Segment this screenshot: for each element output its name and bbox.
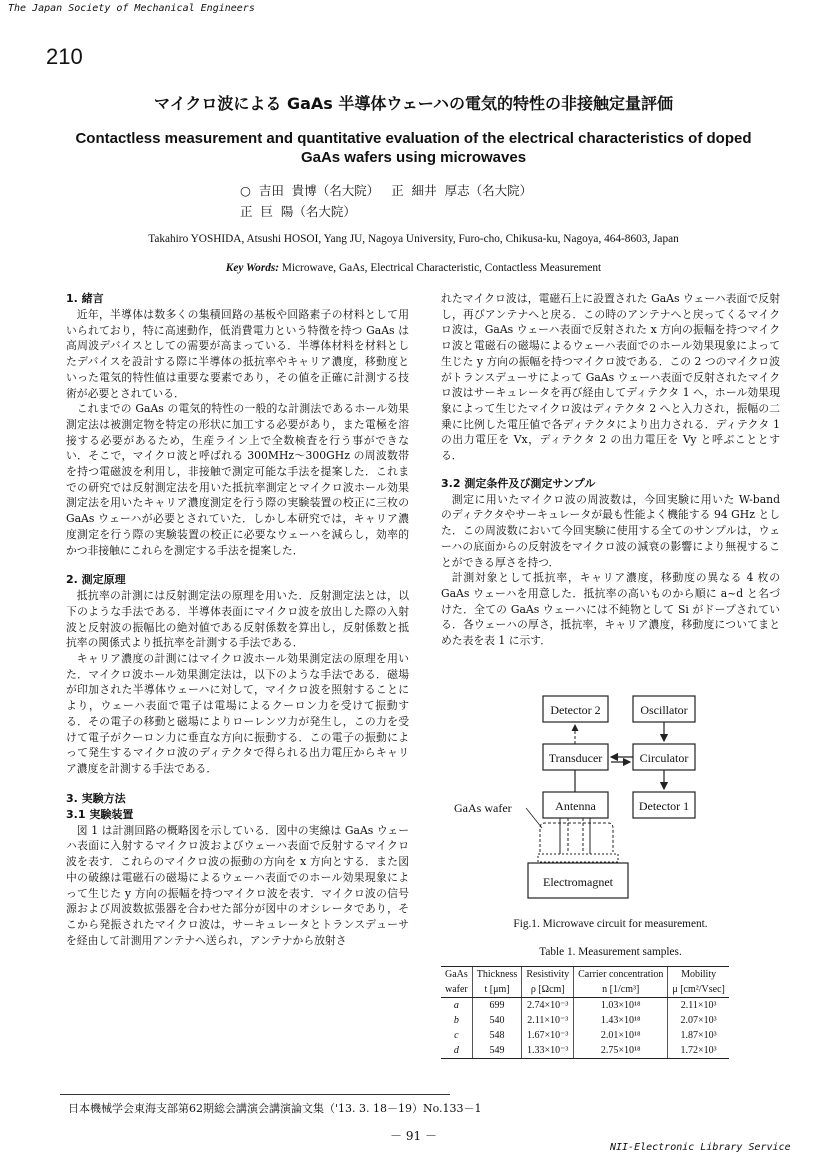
detector1-label: Detector 1 (638, 799, 690, 813)
affiliation: Takahiro YOSHIDA, Atsushi HOSOI, Yang JU, Nagoya University, Furo-cho, Chikusa-ku, Nagoya, 464-8603, Japan (148, 233, 679, 245)
section1-heading: 1. 緒言 (66, 292, 104, 305)
table-header-cell: Mobility (668, 967, 729, 983)
measurement-samples-table (441, 966, 729, 1059)
left-column (66, 291, 409, 948)
proceedings-footer: 日本機械学会東海支部第62期総会講演会講演論文集（'13. 3. 18－19）No.133－1 (68, 1102, 482, 1115)
table-row (441, 1013, 729, 1028)
title-english-line2: GaAs wafers using microwaves (300, 149, 527, 166)
table-cell: 549 (472, 1043, 522, 1059)
table-cell: 1.67×10⁻³ (522, 1028, 574, 1043)
gaas-wafer-shape (538, 854, 618, 862)
section3-2-paragraph1: 測定に用いたマイクロ波の周波数は，今回実験に用いた W-band のディテクタやサーキュレータが最も性能よく機能する 94 GHz とした．この周波数において今回実験に使用する全てのサンプルは，ウェーハの底面からの反射波をマイクロ波の減衰の影響により無視することができる厚さを持つ． (441, 492, 780, 569)
gaas-wafer-label: GaAs wafer (454, 801, 512, 815)
table-cell: 2.01×10¹⁸ (574, 1028, 668, 1043)
section1-paragraph2: これまでの GaAs の電気的特性の一般的な計測法であるホール効果測定法は被測定物を特定の形状に加工する必要があり，また電極を溶接する必要があるため，生産ライン上で全数検査を行う事ができない．そこで，マイクロ波と呼ばれる 300MHz～300GHz の周波数帯を持つ電磁波を利用し，非接触で測定可能な手法を提案した．これまでの研究では反射測定法を用いた抵抗率測定とマイクロ波ホール効果測定法を用いたキャリア濃度測定を行う際の実験装置の校正に三枚の GaAs ウェーハが必要とされていた．しかし本研究では，キャリア濃度測定を行う際の実験装置の校正に必要なウェーハを減らし，効率的かつ非接触にこれらを測定する手法を提案した． (66, 402, 409, 557)
table-cell: 548 (472, 1028, 522, 1043)
table-cell: 2.74×10⁻³ (522, 998, 574, 1014)
table-cell: a (453, 1000, 459, 1011)
table-header-cell: wafer (441, 982, 472, 998)
author-list (240, 180, 532, 222)
table-cell: 699 (472, 998, 522, 1014)
section3-heading: 3. 実験方法 (66, 791, 126, 805)
table-cell: 1.87×10³ (668, 1028, 729, 1043)
section2-heading: 2. 測定原理 (66, 573, 126, 587)
microwave-circuit-diagram (440, 688, 770, 903)
transducer-label: Transducer (548, 751, 603, 765)
footer-divider (60, 1094, 450, 1095)
table-cell: 1.43×10¹⁸ (574, 1013, 668, 1028)
section2-paragraph1: 抵抗率の計測には反射測定法の原理を用いた．反射測定法とは，以下のような手法である．半導体表面にマイクロ波を放出した際の入射波と反射波の振幅比の絶対値である反射係数を算出し，反射係数と抵抗率の関係式より抵抗率を計測する手法である． (66, 589, 409, 650)
figure1-caption: Fig.1. Microwave circuit for measurement. (513, 918, 708, 930)
paper-number: 210 (46, 44, 83, 69)
keywords-label: Key Words: (225, 262, 280, 274)
table-cell: d (441, 1043, 472, 1059)
title-english (60, 129, 767, 167)
table-row (441, 1028, 729, 1043)
author-line1: ○ 吉田 貴博（名大院） 正 細井 厚志（名大院） (240, 183, 533, 198)
table-header-cell: t [μm] (472, 982, 522, 998)
table-header-cell: n [1/cm³] (574, 982, 668, 998)
table-header-cell: GaAs (441, 967, 472, 983)
page-number: － 91 － (390, 1129, 437, 1143)
table-header-cell: Thickness (472, 967, 522, 983)
keywords (0, 262, 827, 274)
table-cell: 1.33×10⁻³ (522, 1043, 574, 1059)
detector2-label: Detector 2 (550, 703, 601, 717)
table1-container (441, 966, 729, 1059)
table-cell: 1.03×10¹⁸ (574, 998, 668, 1014)
society-header: The Japan Society of Mechanical Engineers (8, 3, 255, 14)
section3-1-paragraph1-continued: れたマイクロ波は，電磁石上に設置された GaAs ウェーハ表面で反射し，再びアンテナへと戻る．この時のアンテナへと戻ってくるマイクロ波は，GaAs ウェーハ表面で反射された x 方向の振幅を持つマイクロ波と電磁石の磁場によるウェーハ表面でのホール効果現象によって生じた y 方向の振幅を持つマイクロ波である．この 2 つのマイクロ波がトランスデューサによって GaAs ウェーハ表面で反射されたマイクロ波はサーキュレータを再び経由してディテクタ 1 へ，ホール効果現象によって生じたマイクロ波はディテクタ 2 へと入力され，振幅の二乗に比例した電圧値で各ディテクタにより出力される．ディテクタ 1 の出力電圧を Vx，ディテクタ 2 の出力電圧を Vy と呼ぶこととする． (441, 292, 780, 463)
section3-1-paragraph1: 図 1 は計測回路の概略図を示している．図中の実線は GaAs ウェーハ表面に入射するマイクロ波およびウェーハ表面で反射するマイクロ波を表す．これらのマイクロ波の振動の方向を x 方向とする．また図中の破線は電磁石の磁場によるウェーハ表面でのホール効果現象によって生じた y 方向の振幅を持つマイクロ波を表す．マイクロ波の信号源および周波数拡張器を合わせた部分が図中のオシレータであり，そこから発振されたマイクロ波は，サーキュレータとトランスデューサを経由して計測用アンテナへ送られ，アンテナから放射さ (66, 823, 409, 947)
table-header-cell: Carrier concentration (574, 967, 668, 983)
title-english-line1: Contactless measurement and quantitative evaluation of the electrical characteristics of doped (75, 130, 752, 147)
section3-2-paragraph2: 計測対象として抵抗率，キャリア濃度，移動度の異なる 4 枚の GaAs ウェーハを用意した．抵抗率の高いものから順に a~d と名づけた．全ての GaAs ウェーハには不純物として Si がドープされている．各ウェーハの厚さ，抵抗率，キャリア濃度，移動度についてまとめた表を表 1 に示す． (441, 571, 780, 648)
section2-paragraph2: キャリア濃度の計測にはマイクロ波ホール効果測定法の原理を用いた．マイクロ波ホール効果測定法は，以下のような手法である．磁場が印加された半導体ウェーハに対して，マイクロ波を照射することにより，ウェーハ表面で電子は電場によるクーロン力を受けて振動する．その電子の移動と磁場によりローレンツ力が発生し，この力を受けて電子がクーロン力に垂直な方向に振動する．この電子の振動によって発生するマイクロ波のディテクタで得られる出力電圧からキャリア濃度を計測する手法である． (66, 652, 409, 775)
table-cell: 2.11×10⁻³ (522, 1013, 574, 1028)
table-header-row (441, 967, 729, 983)
antenna-label: Antenna (555, 799, 596, 813)
oscillator-label: Oscillator (640, 703, 688, 717)
table-cell: c (454, 1030, 459, 1041)
table-header-cell: μ [cm²/Vsec] (668, 982, 729, 998)
table1-caption: Table 1. Measurement samples. (539, 946, 682, 958)
table-cell: 540 (472, 1013, 522, 1028)
table-cell: 1.72×10³ (668, 1043, 729, 1059)
table-cell: 2.75×10¹⁸ (574, 1043, 668, 1059)
table-cell: 2.11×10³ (668, 998, 729, 1014)
table-row (441, 998, 729, 1014)
circulator-label: Circulator (639, 751, 689, 765)
table-cell: b (453, 1015, 459, 1026)
title-japanese: マイクロ波による GaAs 半導体ウェーハの電気的特性の非接触定量評価 (154, 94, 673, 113)
table-header-units-row (441, 982, 729, 998)
table-header-cell: Resistivity (522, 967, 574, 983)
table-header-cell: ρ [Ωcm] (522, 982, 574, 998)
section1-paragraph1: 近年，半導体は数多くの集積回路の基板や回路素子の材料として用いられており，特に高速動作，低消費電力という特徴を持つ GaAs は高周波デバイスとしての需要が高まっている．半導体材料を材料としたデバイスを設計する際に半導体の抵抗率やキャリア濃度，移動度といった電気的特性値は重要な要素であり，その値を正確に計測する技術が必要とされている． (66, 308, 409, 400)
table-row (441, 1043, 729, 1059)
author-line2: 正 巨 陽（名大院） (240, 204, 356, 219)
table-cell: 2.07×10³ (668, 1013, 729, 1028)
keywords-text: Microwave, GaAs, Electrical Characteristic, Contactless Measurement (281, 262, 602, 274)
library-service-footer: NII-Electronic Library Service (610, 1142, 791, 1153)
section3-1-heading: 3.1 実験装置 (66, 807, 134, 821)
magnetic-field-dashed (540, 823, 613, 852)
electromagnet-label: Electromagnet (543, 875, 613, 889)
section3-2-heading: 3.2 測定条件及び測定サンプル (441, 476, 596, 490)
wafer-pointer (526, 808, 542, 828)
right-column (441, 291, 780, 649)
